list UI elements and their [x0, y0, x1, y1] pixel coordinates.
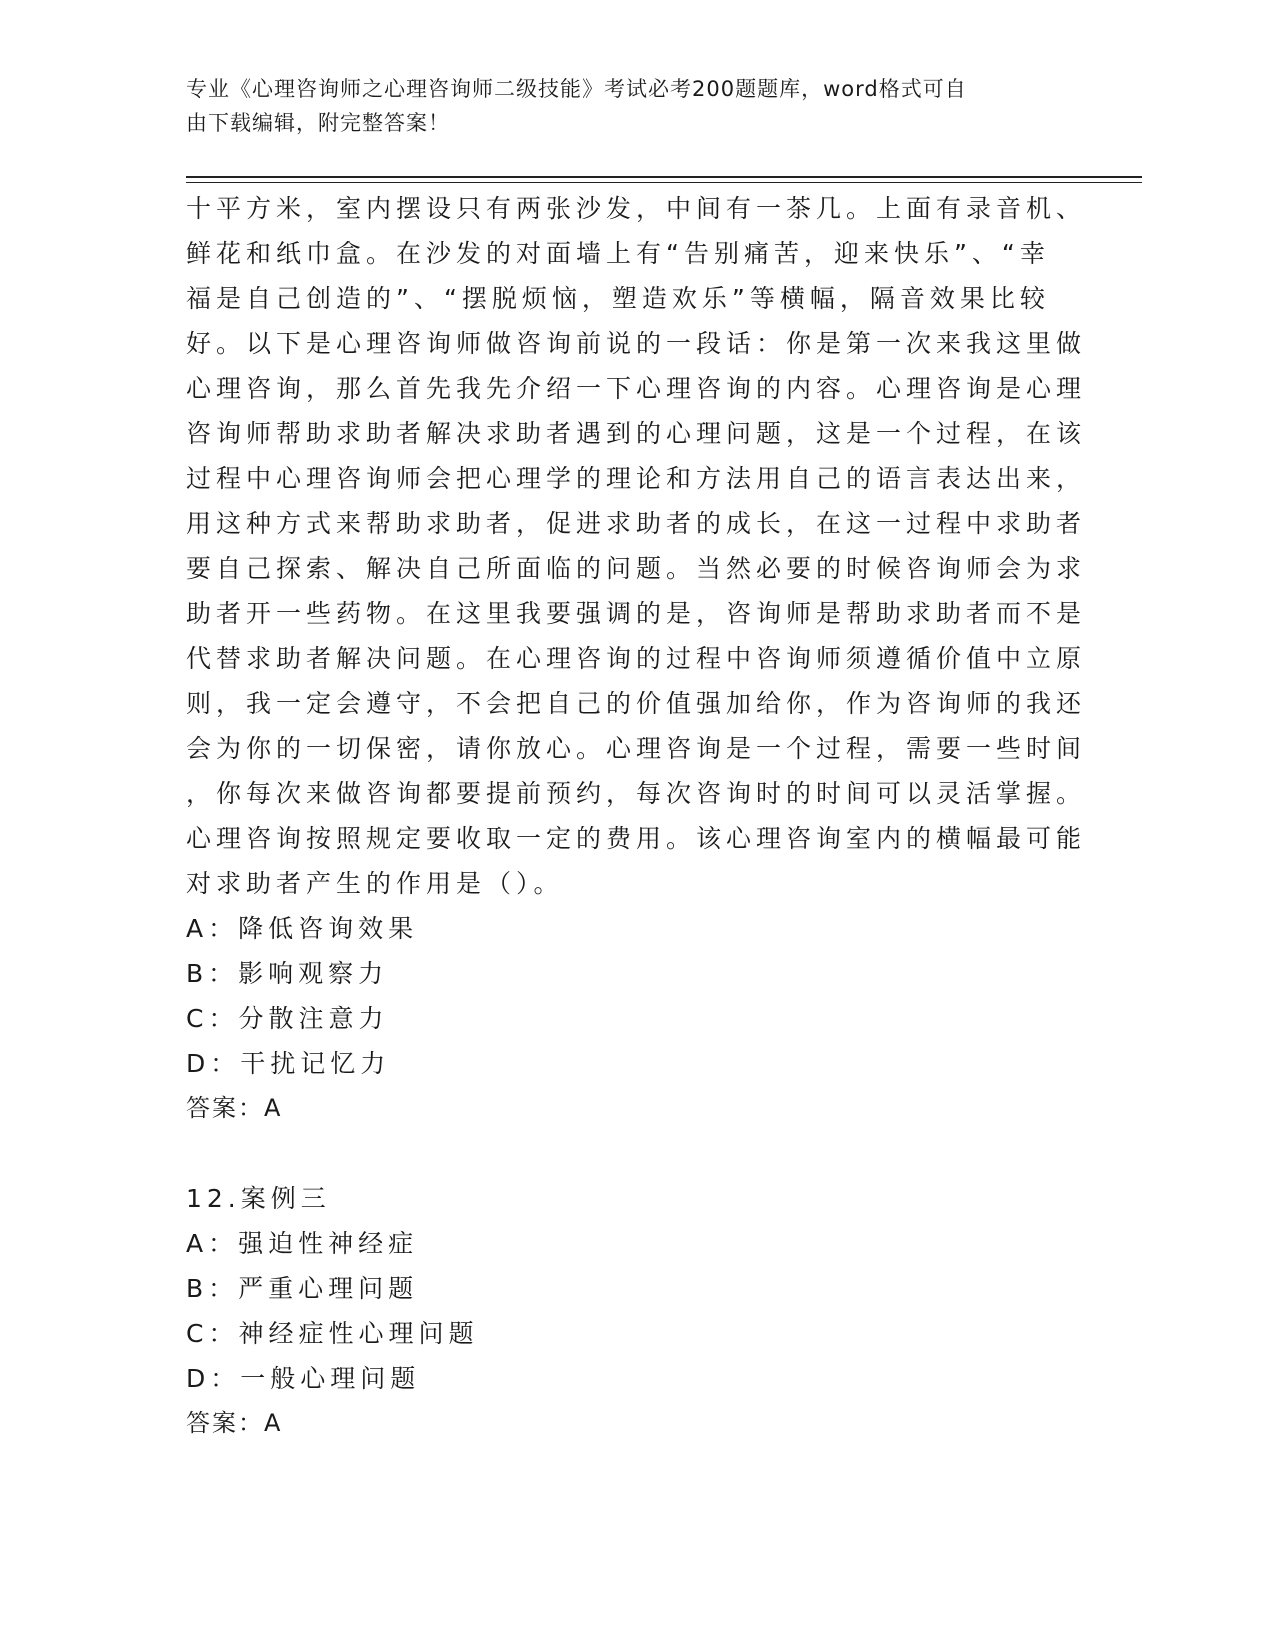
question-text-line: 代替求助者解决问题。在心理咨询的过程中咨询师须遵循价值中立原 — [186, 644, 1087, 673]
option-a: A：降低咨询效果 — [186, 914, 419, 943]
document-header — [186, 72, 1066, 140]
question-spacer — [186, 1131, 1056, 1176]
question-11 — [186, 186, 1087, 1131]
question-text-line: 心理咨询，那么首先我先介绍一下心理咨询的内容。心理咨询是心理 — [186, 374, 1087, 403]
question-text-line: 对求助者产生的作用是（）。 — [186, 869, 564, 898]
question-12 — [186, 1176, 1056, 1446]
document-body — [186, 186, 1087, 1446]
option-a: A：强迫性神经症 — [186, 1229, 419, 1258]
question-text-line: 福是自己创造的”、“摆脱烦恼，塑造欢乐”等横幅，隔音效果比较 — [186, 284, 1050, 313]
question-text-line: 咨询师帮助求助者解决求助者遇到的心理问题，这是一个过程，在该 — [186, 419, 1087, 448]
answer-line: 答案：A — [186, 1409, 283, 1437]
option-b: B：影响观察力 — [186, 959, 389, 988]
option-d: D：一般心理问题 — [186, 1364, 421, 1393]
question-text-line: 过程中心理咨询师会把心理学的理论和方法用自己的语言表达出来， — [186, 464, 1087, 493]
header-rule-thin — [186, 182, 1142, 183]
option-c: C：神经症性心理问题 — [186, 1319, 479, 1348]
question-text-line: 十平方米，室内摆设只有两张沙发，中间有一茶几。上面有录音机、 — [186, 194, 1087, 223]
question-text-line: 好。以下是心理咨询师做咨询前说的一段话：你是第一次来我这里做 — [186, 329, 1087, 358]
option-d: D：干扰记忆力 — [186, 1049, 391, 1078]
question-text-line: 会为你的一切保密，请你放心。心理咨询是一个过程，需要一些时间 — [186, 734, 1087, 763]
question-text-line: 助者开一些药物。在这里我要强调的是，咨询师是帮助求助者而不是 — [186, 599, 1087, 628]
option-c: C：分散注意力 — [186, 1004, 389, 1033]
question-text-line: ，你每次来做咨询都要提前预约，每次咨询时的时间可以灵活掌握。 — [186, 779, 1087, 808]
question-text-line: 要自己探索、解决自己所面临的问题。当然必要的时候咨询师会为求 — [186, 554, 1087, 583]
question-text-line: 心理咨询按照规定要收取一定的费用。该心理咨询室内的横幅最可能 — [186, 824, 1087, 853]
option-b: B：严重心理问题 — [186, 1274, 419, 1303]
question-text-line: 鲜花和纸巾盒。在沙发的对面墙上有“告别痛苦，迎来快乐”、“幸 — [186, 239, 1050, 268]
question-text-line: 则，我一定会遵守，不会把自己的价值强加给你，作为咨询师的我还 — [186, 689, 1087, 718]
header-line-1: 专业《心理咨询师之心理咨询师二级技能》考试必考200题题库，word格式可自 — [186, 77, 967, 101]
header-line-2: 由下载编辑，附完整答案！ — [186, 111, 450, 135]
answer-line: 答案：A — [186, 1094, 283, 1122]
question-title: 12.案例三 — [186, 1184, 331, 1213]
question-text-line: 用这种方式来帮助求助者，促进求助者的成长，在这一过程中求助者 — [186, 509, 1087, 538]
header-rule-thick — [186, 176, 1142, 178]
